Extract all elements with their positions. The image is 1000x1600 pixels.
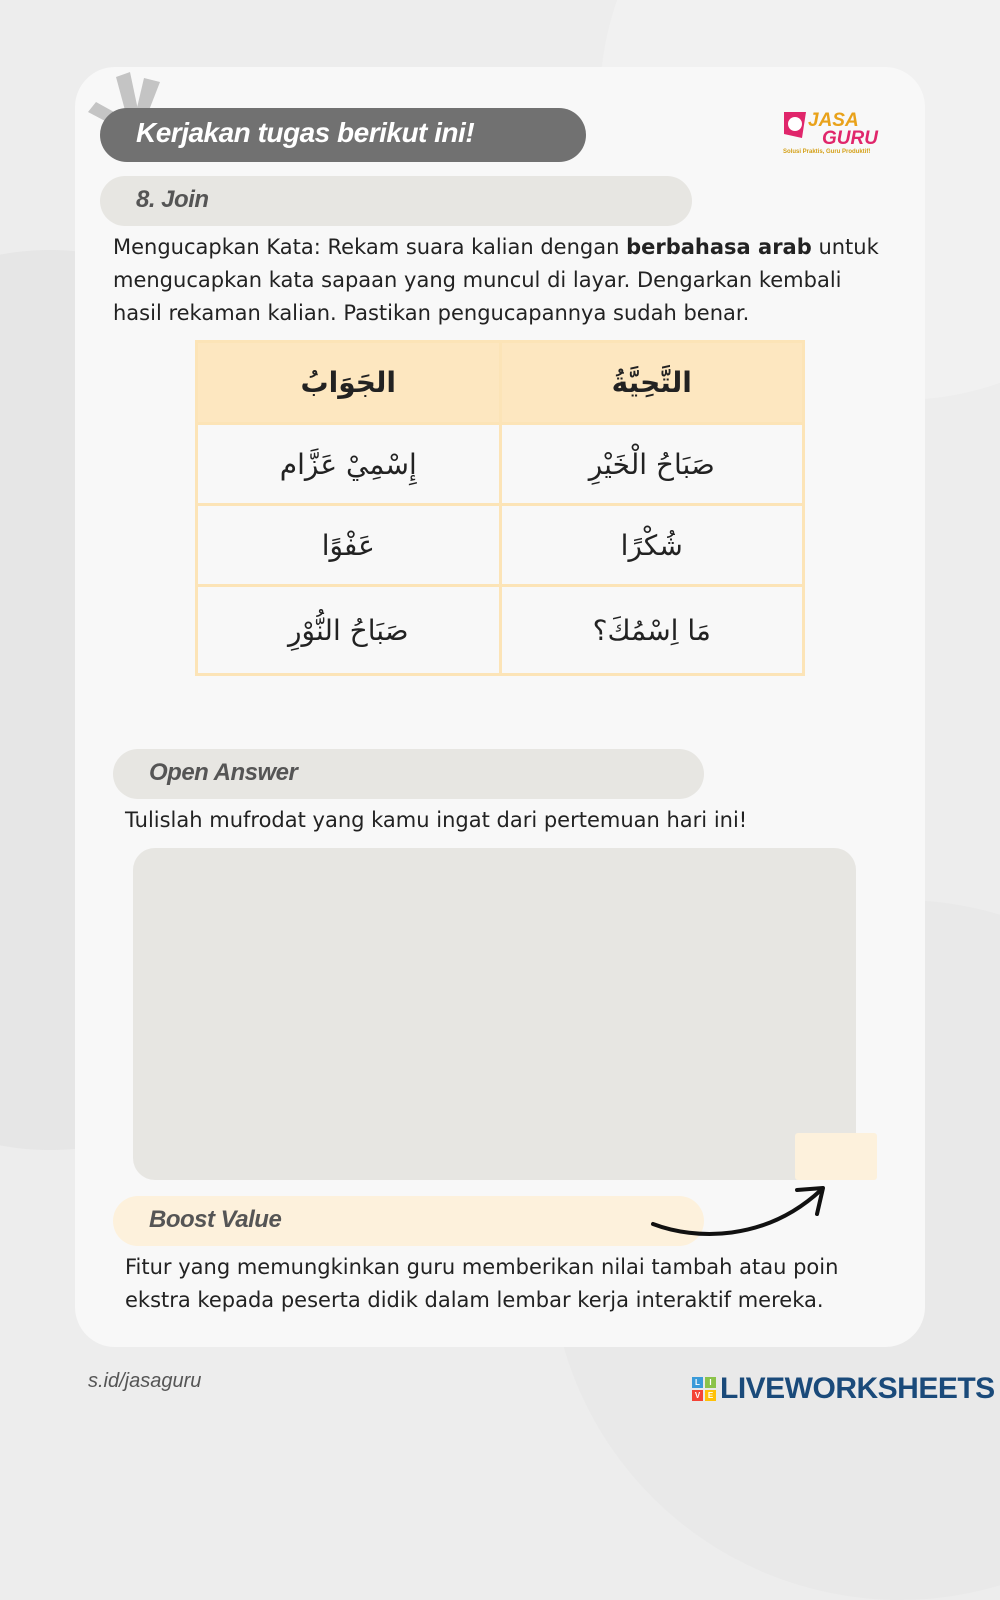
open-answer-pill: [113, 749, 704, 799]
answer-cell[interactable]: عَفْوًا: [197, 505, 501, 586]
header-greeting: التَّحِيَّةُ: [500, 342, 804, 424]
logo-letter: E: [705, 1390, 716, 1401]
greeting-cell[interactable]: صَبَاحُ الْخَيْرِ: [500, 424, 804, 505]
instruction-suffix: untuk mengucapkan kata sapaan yang muncul di layar. Dengarkan kembali hasil rekaman kalian. Pastikan pengucapannya sudah benar.: [113, 235, 879, 325]
footer-link[interactable]: s.id/jasaguru: [88, 1370, 202, 1392]
join-section-pill: [100, 176, 692, 226]
logo-tagline: Solusi Praktis, Guru Produktif!: [783, 149, 871, 155]
table-header-row: [197, 342, 804, 424]
join-instruction: [113, 231, 883, 330]
boost-value-description: Fitur yang memungkinkan guru memberikan nilai tambah atau poin ekstra kepada peserta didik dalam lembar kerja interaktif mereka.: [125, 1255, 839, 1312]
greeting-cell[interactable]: مَا اِسْمُكَ؟: [500, 586, 804, 675]
table-row: [197, 586, 804, 675]
open-answer-prompt: Tulislah mufrodat yang kamu ingat dari pertemuan hari ini!: [125, 808, 748, 832]
curved-arrow-icon: [645, 1180, 835, 1250]
page-title: Kerjakan tugas berikut ini!: [136, 117, 475, 148]
logo-letter: I: [705, 1377, 716, 1388]
answer-cell[interactable]: صَبَاحُ النُّوْرِ: [197, 586, 501, 675]
instruction-prefix: Mengucapkan Kata: Rekam suara kalian dengan: [113, 235, 627, 259]
liveworksheets-brand[interactable]: [692, 1372, 995, 1406]
table-row: [197, 505, 804, 586]
logo-text-bottom: GURU: [822, 128, 878, 149]
logo-letter: L: [692, 1377, 703, 1388]
greeting-table: [195, 340, 805, 676]
logo-text-top: JASA: [808, 110, 859, 131]
header-answer: الجَوَابُ: [197, 342, 501, 424]
header-title-pill: [100, 108, 586, 162]
greeting-cell[interactable]: شُكْرًا: [500, 505, 804, 586]
boost-value-label: Boost Value: [149, 1206, 282, 1233]
boost-value-marker[interactable]: [795, 1133, 877, 1180]
join-section-label: 8. Join: [136, 186, 209, 213]
logo-letter: V: [692, 1390, 703, 1401]
open-answer-label: Open Answer: [149, 759, 298, 786]
answer-cell[interactable]: إِسْمِيْ عَزَّام: [197, 424, 501, 505]
open-answer-input[interactable]: [133, 848, 856, 1180]
liveworksheets-brand-text: LIVEWORKSHEETS: [720, 1372, 995, 1405]
table-row: [197, 424, 804, 505]
boost-value-pill: [113, 1196, 704, 1246]
instruction-bold: berbahasa arab: [626, 235, 812, 259]
liveworksheets-logo-icon: [692, 1377, 716, 1401]
